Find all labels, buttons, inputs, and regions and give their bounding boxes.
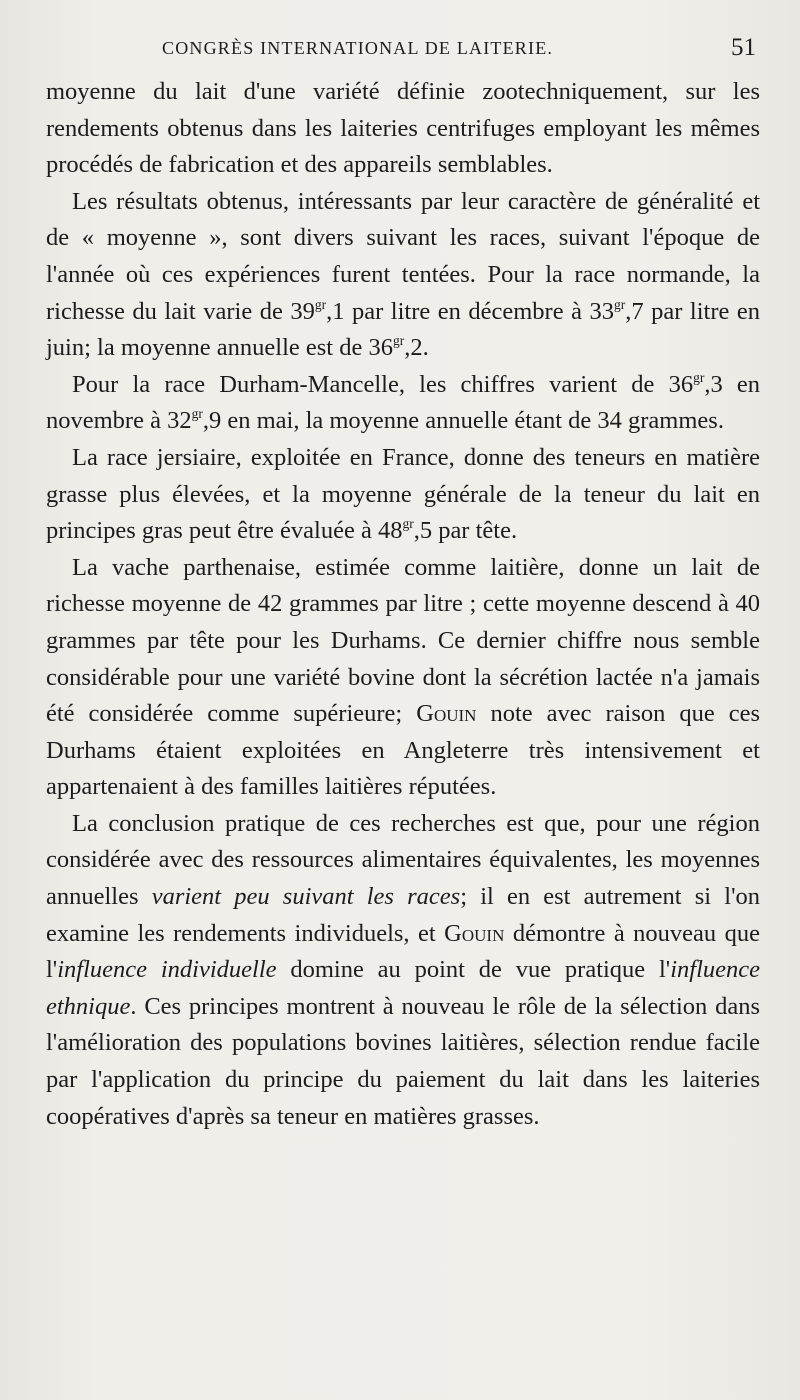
p4-text-a: La race jersiaire, exploitée en France, donne des teneurs en matière grasse plus élevées, et la moyenne générale de la teneur du lait en principes gras peut être évaluée à 48 — [46, 443, 760, 545]
p6-text-e: . Ces principes montrent à nouveau le rôle de la sélection dans l'amélioration des populations bovines laitières, sélection rendue facile par l'application du principe du paiement du lait dans les laiteries coopératives d'après sa teneur en matières grasses. — [46, 992, 760, 1130]
p6-italic-3: influence ethnique — [46, 956, 761, 1020]
running-head — [46, 30, 760, 74]
p3-text-b: ,3 en novembre à 32 — [46, 370, 761, 435]
p2-text-b: ,1 par litre en décembre à 33 — [326, 297, 614, 325]
p2-text-c: ,7 par litre en juin; la moyenne annuelle est de 36 — [46, 297, 760, 362]
p4-sup-1: gr — [402, 516, 414, 532]
p2-text-a: Les résultats obtenus, intéressants par leur caractère de généralité et de « moyenne », sont divers suivant les races, suivant l'époque de l'année où ces expériences furent tentées. Pour la race normande, la richesse du lait varie de 39 — [46, 187, 760, 325]
author-name-gouin: Gouin — [416, 700, 477, 728]
p6-italic-1: varient peu suivant les races — [151, 883, 461, 911]
p3-sup-1: gr — [693, 369, 705, 385]
p6-text-a: La conclusion pratique de ces recherches est que, pour une région considérée avec des ressources alimentaires équivalentes, les moyennes annuelles — [46, 809, 760, 911]
p4-text-b: ,5 par tête. — [413, 517, 518, 545]
p5-text-b: note avec raison que ces Durhams étaient exploitées en Angleterre très intensivement et appartenaient à des familles laitières réputées. — [46, 700, 761, 801]
p2-sup-2: gr — [613, 296, 626, 312]
author-name-gouin-2: Gouin — [444, 919, 505, 947]
p2-sup-1: gr — [314, 296, 327, 312]
p6-italic-2: influence individuelle — [57, 956, 277, 984]
page-number: 51 — [731, 34, 756, 61]
paragraph-1-text: moyenne du lait d'une variété définie zootechniquement, sur les rendements obtenus dans les laiteries centrifuges employant les mêmes procédés de fabrication et des appareils semblables. — [46, 78, 760, 179]
paragraph-2 — [46, 184, 760, 367]
p6-text-d: domine au point de vue pratique l' — [290, 956, 671, 984]
p3-sup-2: gr — [191, 406, 203, 422]
paragraph-1 — [46, 74, 760, 184]
paragraph-4 — [46, 440, 760, 550]
p6-text-b: ; il en est autrement si l'on examine les rendements individuels, et — [46, 883, 761, 947]
running-title: CONGRÈS INTERNATIONAL DE LAITERIE. — [162, 38, 554, 58]
p2-sup-3: gr — [392, 333, 405, 349]
paragraph-5 — [46, 550, 760, 806]
paragraph-3 — [46, 367, 760, 440]
p3-text-a: Pour la race Durham-Mancelle, les chiffres varient de 36 — [72, 370, 694, 398]
p3-text-c: ,9 en mai, la moyenne annuelle étant de 34 grammes. — [202, 407, 724, 435]
p6-text-c: démontre à nouveau que l' — [46, 919, 760, 984]
p2-text-d: ,2. — [404, 334, 429, 362]
paragraph-6 — [46, 806, 760, 1135]
body-text — [46, 74, 760, 1135]
p5-text-a: La vache parthenaise, estimée comme laitière, donne un lait de richesse moyenne de 42 grammes par litre ; cette moyenne descend à 40 grammes par tête pour les Durhams. Ce dernier chiffre nous semble considérable pour une variété bovine dont la sécrétion lactée n'a jamais été considérée comme supérieure; — [46, 553, 760, 728]
